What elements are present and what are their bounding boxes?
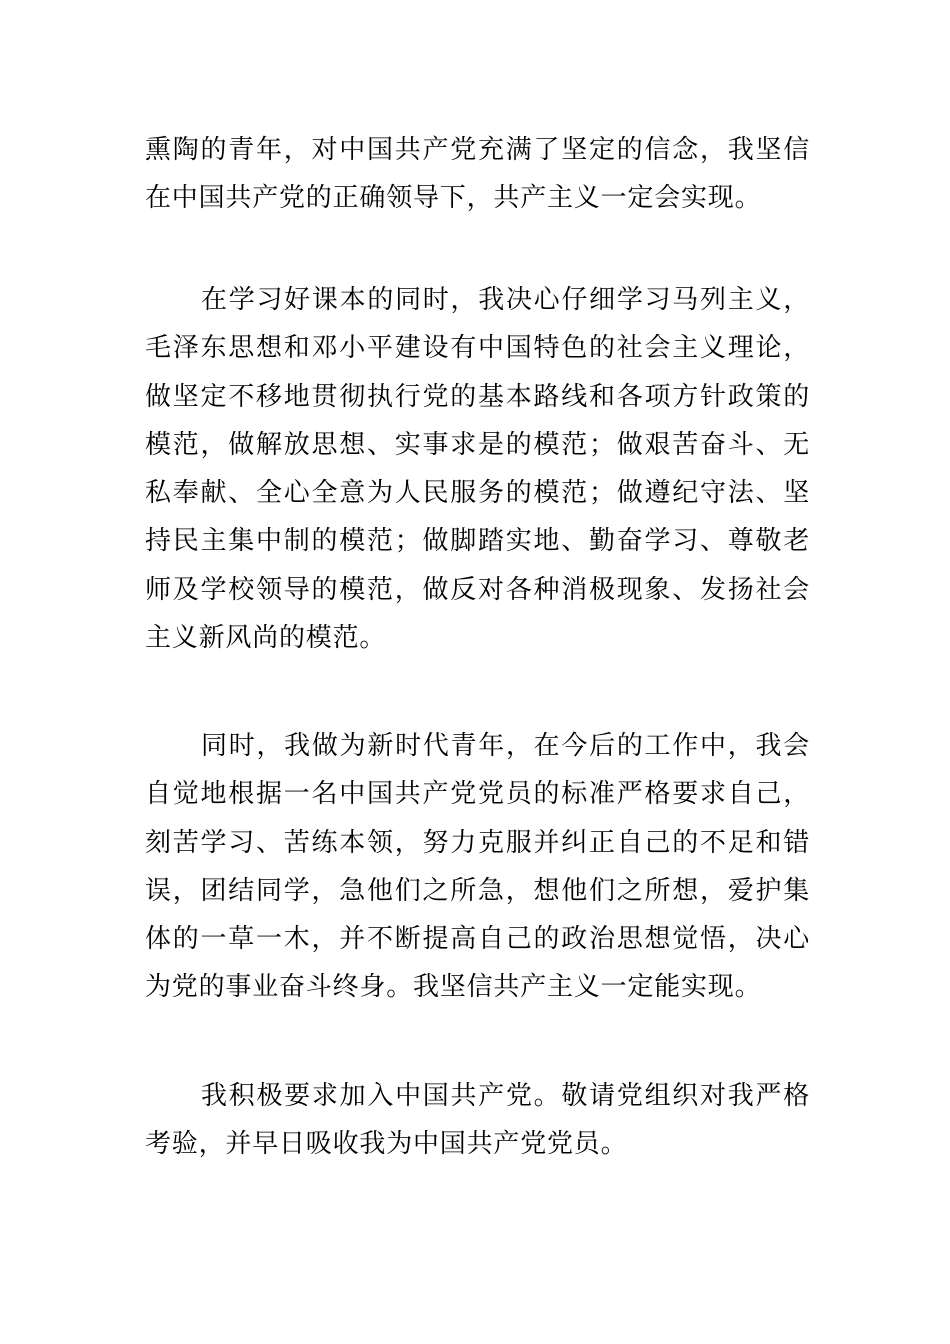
paragraph-continuation: 熏陶的青年，对中国共产党充满了坚定的信念，我坚信在中国共产党的正确领导下，共产主义一定会实现。 [145, 135, 810, 214]
paragraph-application-request: 我积极要求加入中国共产党。敬请党组织对我严格考验，并早日吸收我为中国共产党党员。 [145, 1081, 810, 1160]
paragraph-work-commitment: 同时，我做为新时代青年，在今后的工作中，我会自觉地根据一名中国共产党党员的标准严格要求自己，刻苦学习、苦练本领，努力克服并纠正自己的不足和错误，团结同学，急他们之所急，想他们之所想，爱护集体的一草一木，并不断提高自己的政治思想觉悟，决心为党的事业奋斗终身。我坚信共产主义一定能实现。 [145, 731, 810, 1003]
paragraph-study-commitment: 在学习好课本的同时，我决心仔细学习马列主义，毛泽东思想和邓小平建设有中国特色的社会主义理论，做坚定不移地贯彻执行党的基本路线和各项方针政策的模范，做解放思想、实事求是的模范；做艰苦奋斗、无私奉献、全心全意为人民服务的模范；做遵纪守法、坚持民主集中制的模范；做脚踏实地、勤奋学习、尊敬老师及学校领导的模范，做反对各种消极现象、发扬社会主义新风尚的模范。 [145, 285, 810, 654]
